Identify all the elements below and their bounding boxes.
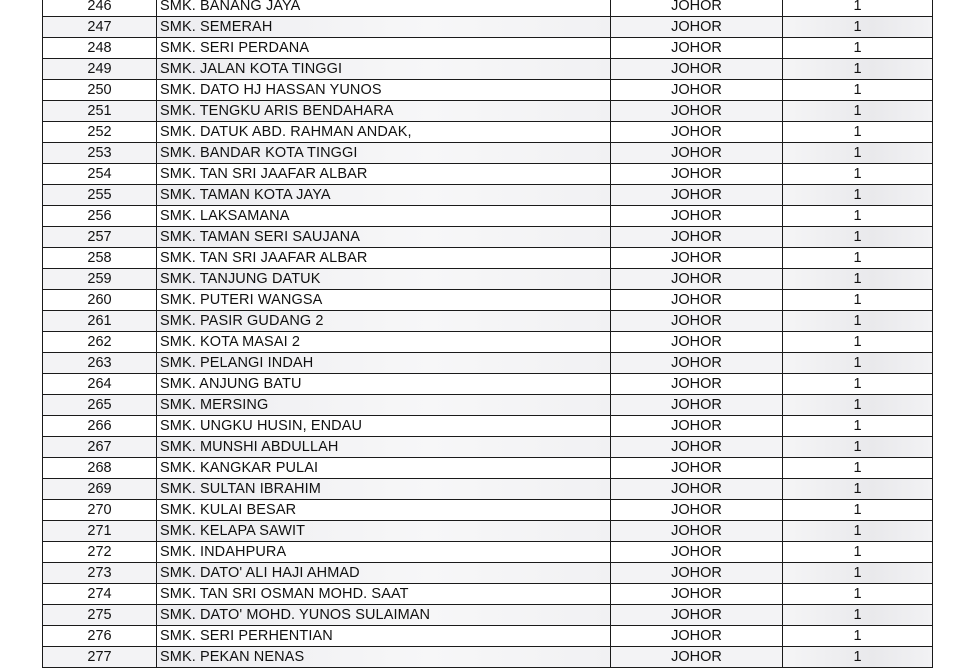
school-name-cell: SMK. JALAN KOTA TINGGI bbox=[157, 59, 611, 80]
row-number-cell: 270 bbox=[43, 500, 157, 521]
count-cell: 1 bbox=[783, 122, 933, 143]
table-row bbox=[43, 563, 933, 584]
table-row bbox=[43, 17, 933, 38]
count-cell: 1 bbox=[783, 164, 933, 185]
table-row bbox=[43, 80, 933, 101]
count-cell: 1 bbox=[783, 521, 933, 542]
row-number-cell: 261 bbox=[43, 311, 157, 332]
count-cell: 1 bbox=[783, 437, 933, 458]
count-cell: 1 bbox=[783, 416, 933, 437]
table-row bbox=[43, 143, 933, 164]
row-number-cell: 266 bbox=[43, 416, 157, 437]
table-row bbox=[43, 647, 933, 668]
table-row bbox=[43, 206, 933, 227]
count-cell: 1 bbox=[783, 38, 933, 59]
table-row bbox=[43, 101, 933, 122]
school-name-cell: SMK. DATO' MOHD. YUNOS SULAIMAN bbox=[157, 605, 611, 626]
state-cell: JOHOR bbox=[611, 185, 783, 206]
count-cell: 1 bbox=[783, 269, 933, 290]
table-row bbox=[43, 311, 933, 332]
count-cell: 1 bbox=[783, 353, 933, 374]
row-number-cell: 257 bbox=[43, 227, 157, 248]
count-cell: 1 bbox=[783, 0, 933, 17]
row-number-cell: 253 bbox=[43, 143, 157, 164]
row-number-cell: 260 bbox=[43, 290, 157, 311]
count-cell: 1 bbox=[783, 458, 933, 479]
state-cell: JOHOR bbox=[611, 0, 783, 17]
school-list-sheet bbox=[42, 0, 932, 668]
school-name-cell: SMK. KELAPA SAWIT bbox=[157, 521, 611, 542]
row-number-cell: 271 bbox=[43, 521, 157, 542]
state-cell: JOHOR bbox=[611, 626, 783, 647]
school-name-cell: SMK. TAMAN SERI SAUJANA bbox=[157, 227, 611, 248]
school-name-cell: SMK. SULTAN IBRAHIM bbox=[157, 479, 611, 500]
row-number-cell: 268 bbox=[43, 458, 157, 479]
state-cell: JOHOR bbox=[611, 332, 783, 353]
school-name-cell: SMK. DATO HJ HASSAN YUNOS bbox=[157, 80, 611, 101]
count-cell: 1 bbox=[783, 311, 933, 332]
table-row bbox=[43, 626, 933, 647]
row-number-cell: 255 bbox=[43, 185, 157, 206]
school-name-cell: SMK. TANJUNG DATUK bbox=[157, 269, 611, 290]
state-cell: JOHOR bbox=[611, 395, 783, 416]
count-cell: 1 bbox=[783, 500, 933, 521]
school-name-cell: SMK. MERSING bbox=[157, 395, 611, 416]
state-cell: JOHOR bbox=[611, 101, 783, 122]
count-cell: 1 bbox=[783, 206, 933, 227]
school-name-cell: SMK. KOTA MASAI 2 bbox=[157, 332, 611, 353]
table-row bbox=[43, 584, 933, 605]
row-number-cell: 249 bbox=[43, 59, 157, 80]
row-number-cell: 263 bbox=[43, 353, 157, 374]
school-name-cell: SMK. DATUK ABD. RAHMAN ANDAK, bbox=[157, 122, 611, 143]
school-name-cell: SMK. KANGKAR PULAI bbox=[157, 458, 611, 479]
state-cell: JOHOR bbox=[611, 437, 783, 458]
state-cell: JOHOR bbox=[611, 584, 783, 605]
state-cell: JOHOR bbox=[611, 227, 783, 248]
count-cell: 1 bbox=[783, 542, 933, 563]
state-cell: JOHOR bbox=[611, 59, 783, 80]
row-number-cell: 251 bbox=[43, 101, 157, 122]
table-row bbox=[43, 395, 933, 416]
state-cell: JOHOR bbox=[611, 647, 783, 668]
state-cell: JOHOR bbox=[611, 521, 783, 542]
school-name-cell: SMK. DATO' ALI HAJI AHMAD bbox=[157, 563, 611, 584]
row-number-cell: 258 bbox=[43, 248, 157, 269]
count-cell: 1 bbox=[783, 605, 933, 626]
state-cell: JOHOR bbox=[611, 122, 783, 143]
table-row bbox=[43, 416, 933, 437]
school-name-cell: SMK. UNGKU HUSIN, ENDAU bbox=[157, 416, 611, 437]
table-row bbox=[43, 479, 933, 500]
table-row bbox=[43, 458, 933, 479]
row-number-cell: 254 bbox=[43, 164, 157, 185]
table-row bbox=[43, 521, 933, 542]
school-name-cell: SMK. SEMERAH bbox=[157, 17, 611, 38]
state-cell: JOHOR bbox=[611, 17, 783, 38]
school-name-cell: SMK. ANJUNG BATU bbox=[157, 374, 611, 395]
count-cell: 1 bbox=[783, 584, 933, 605]
state-cell: JOHOR bbox=[611, 311, 783, 332]
state-cell: JOHOR bbox=[611, 80, 783, 101]
state-cell: JOHOR bbox=[611, 458, 783, 479]
row-number-cell: 265 bbox=[43, 395, 157, 416]
school-name-cell: SMK. LAKSAMANA bbox=[157, 206, 611, 227]
count-cell: 1 bbox=[783, 59, 933, 80]
table-row bbox=[43, 353, 933, 374]
school-table bbox=[42, 0, 933, 668]
count-cell: 1 bbox=[783, 563, 933, 584]
row-number-cell: 247 bbox=[43, 17, 157, 38]
school-name-cell: SMK. TAN SRI OSMAN MOHD. SAAT bbox=[157, 584, 611, 605]
row-number-cell: 262 bbox=[43, 332, 157, 353]
table-row bbox=[43, 269, 933, 290]
row-number-cell: 250 bbox=[43, 80, 157, 101]
row-number-cell: 248 bbox=[43, 38, 157, 59]
table-row bbox=[43, 290, 933, 311]
state-cell: JOHOR bbox=[611, 38, 783, 59]
school-name-cell: SMK. TENGKU ARIS BENDAHARA bbox=[157, 101, 611, 122]
state-cell: JOHOR bbox=[611, 374, 783, 395]
count-cell: 1 bbox=[783, 479, 933, 500]
school-name-cell: SMK. BANANG JAYA bbox=[157, 0, 611, 17]
row-number-cell: 273 bbox=[43, 563, 157, 584]
count-cell: 1 bbox=[783, 332, 933, 353]
state-cell: JOHOR bbox=[611, 353, 783, 374]
row-number-cell: 252 bbox=[43, 122, 157, 143]
school-name-cell: SMK. PEKAN NENAS bbox=[157, 647, 611, 668]
school-name-cell: SMK. INDAHPURA bbox=[157, 542, 611, 563]
row-number-cell: 259 bbox=[43, 269, 157, 290]
count-cell: 1 bbox=[783, 17, 933, 38]
school-name-cell: SMK. SERI PERHENTIAN bbox=[157, 626, 611, 647]
table-row bbox=[43, 0, 933, 17]
count-cell: 1 bbox=[783, 248, 933, 269]
count-cell: 1 bbox=[783, 143, 933, 164]
school-name-cell: SMK. TAN SRI JAAFAR ALBAR bbox=[157, 164, 611, 185]
count-cell: 1 bbox=[783, 374, 933, 395]
table-row bbox=[43, 542, 933, 563]
row-number-cell: 246 bbox=[43, 0, 157, 17]
count-cell: 1 bbox=[783, 626, 933, 647]
state-cell: JOHOR bbox=[611, 416, 783, 437]
table-body bbox=[43, 0, 933, 668]
table-row bbox=[43, 227, 933, 248]
count-cell: 1 bbox=[783, 227, 933, 248]
state-cell: JOHOR bbox=[611, 164, 783, 185]
school-name-cell: SMK. TAN SRI JAAFAR ALBAR bbox=[157, 248, 611, 269]
school-name-cell: SMK. SERI PERDANA bbox=[157, 38, 611, 59]
count-cell: 1 bbox=[783, 647, 933, 668]
table-row bbox=[43, 437, 933, 458]
school-name-cell: SMK. KULAI BESAR bbox=[157, 500, 611, 521]
table-row bbox=[43, 164, 933, 185]
state-cell: JOHOR bbox=[611, 143, 783, 164]
table-row bbox=[43, 38, 933, 59]
school-name-cell: SMK. PELANGI INDAH bbox=[157, 353, 611, 374]
school-name-cell: SMK. PUTERI WANGSA bbox=[157, 290, 611, 311]
row-number-cell: 274 bbox=[43, 584, 157, 605]
state-cell: JOHOR bbox=[611, 206, 783, 227]
table-row bbox=[43, 332, 933, 353]
state-cell: JOHOR bbox=[611, 500, 783, 521]
table-row bbox=[43, 374, 933, 395]
count-cell: 1 bbox=[783, 290, 933, 311]
row-number-cell: 256 bbox=[43, 206, 157, 227]
state-cell: JOHOR bbox=[611, 290, 783, 311]
state-cell: JOHOR bbox=[611, 269, 783, 290]
count-cell: 1 bbox=[783, 101, 933, 122]
state-cell: JOHOR bbox=[611, 248, 783, 269]
table-row bbox=[43, 605, 933, 626]
state-cell: JOHOR bbox=[611, 479, 783, 500]
table-row bbox=[43, 59, 933, 80]
count-cell: 1 bbox=[783, 395, 933, 416]
table-row bbox=[43, 500, 933, 521]
school-name-cell: SMK. BANDAR KOTA TINGGI bbox=[157, 143, 611, 164]
school-name-cell: SMK. MUNSHI ABDULLAH bbox=[157, 437, 611, 458]
table-row bbox=[43, 185, 933, 206]
row-number-cell: 272 bbox=[43, 542, 157, 563]
row-number-cell: 275 bbox=[43, 605, 157, 626]
count-cell: 1 bbox=[783, 185, 933, 206]
table-row bbox=[43, 248, 933, 269]
row-number-cell: 264 bbox=[43, 374, 157, 395]
state-cell: JOHOR bbox=[611, 605, 783, 626]
row-number-cell: 267 bbox=[43, 437, 157, 458]
count-cell: 1 bbox=[783, 80, 933, 101]
table-row bbox=[43, 122, 933, 143]
state-cell: JOHOR bbox=[611, 563, 783, 584]
school-name-cell: SMK. TAMAN KOTA JAYA bbox=[157, 185, 611, 206]
row-number-cell: 276 bbox=[43, 626, 157, 647]
state-cell: JOHOR bbox=[611, 542, 783, 563]
row-number-cell: 277 bbox=[43, 647, 157, 668]
school-name-cell: SMK. PASIR GUDANG 2 bbox=[157, 311, 611, 332]
row-number-cell: 269 bbox=[43, 479, 157, 500]
